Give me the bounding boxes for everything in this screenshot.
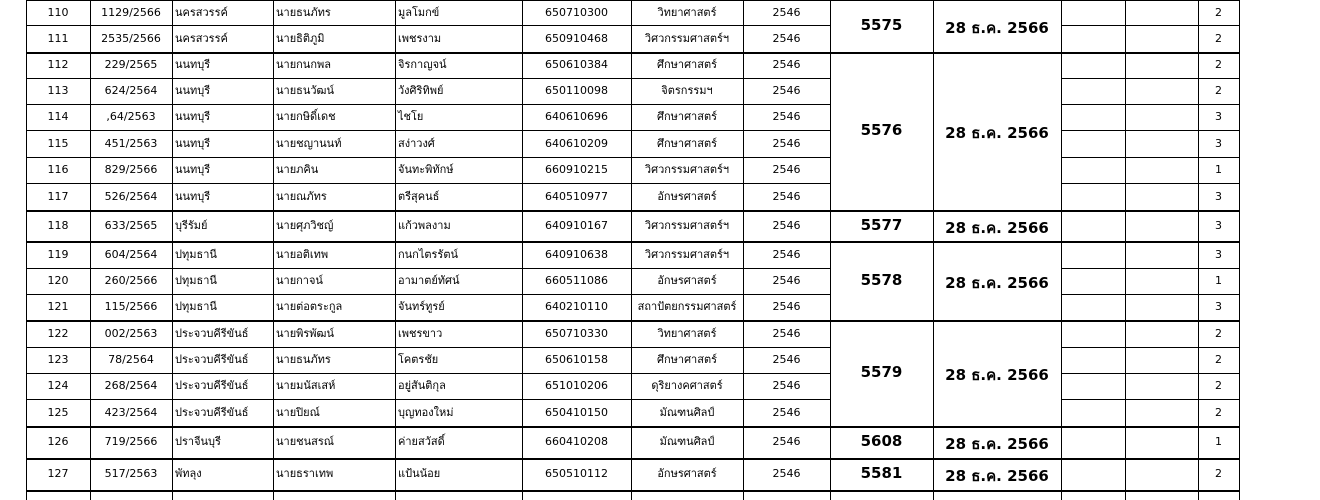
order-date: 28 ธ.ค. 2566	[945, 19, 1049, 37]
cell-last: บุญทองใหม่	[398, 405, 454, 419]
cell-first: นายชนสรณ์	[276, 435, 334, 448]
cell-year: 2546	[772, 84, 801, 97]
cell-last: มูลโมกข์	[398, 5, 440, 19]
cell-year: 2546	[772, 247, 801, 261]
cell-last: แป้นน้อย	[398, 467, 441, 480]
cell-last: จันทร์ทูรย์	[398, 300, 445, 313]
cell-last: อยู่สันติกุล	[398, 379, 446, 392]
cell-count: 3	[1215, 189, 1222, 203]
cell-case: ,64/2563	[106, 110, 156, 123]
cell-last: ตรีสุคนธ์	[398, 189, 440, 203]
cell-count: 2	[1215, 58, 1222, 71]
cell-sid: 650110098	[545, 84, 608, 97]
cell-faculty: วิศวกรรมศาสตร์ฯ	[644, 163, 730, 176]
cell-last: กนกไตรรัตน์	[398, 247, 458, 261]
cell-count: 3	[1215, 136, 1222, 150]
cell-faculty: อักษรศาสตร์	[657, 274, 717, 287]
cell-last: อามาตย์ทัศน์	[398, 274, 460, 287]
cell-year: 2546	[772, 274, 801, 287]
column-divider	[1061, 0, 1062, 500]
cell-last: ค่ายสวัสดิ์	[398, 435, 445, 448]
cell-province: นนทบุรี	[175, 84, 211, 97]
cell-province: นนทบุรี	[175, 110, 211, 123]
cell-no: 127	[47, 467, 69, 480]
cell-count: 2	[1215, 31, 1222, 45]
cell-count: 3	[1215, 300, 1222, 313]
cell-sid: 640610209	[545, 136, 608, 150]
order-date: 28 ธ.ค. 2566	[945, 273, 1049, 292]
cell-faculty: วิทยาศาสตร์	[657, 326, 717, 340]
column-divider	[1239, 0, 1240, 500]
cell-faculty: ศึกษาศาสตร์	[657, 110, 717, 123]
cell-faculty: อักษรศาสตร์	[657, 467, 717, 480]
order-date: 28 ธ.ค. 2566	[945, 467, 1049, 485]
cell-no: 121	[47, 300, 69, 313]
row-divider	[26, 426, 1239, 428]
cell-case: 604/2564	[104, 247, 158, 261]
cell-year: 2546	[772, 189, 801, 203]
order-number: 5578	[860, 270, 903, 289]
row-divider	[1061, 25, 1239, 26]
cell-last: ไชโย	[398, 110, 424, 123]
cell-first: นายธนภัทร	[276, 5, 331, 19]
row-divider	[26, 399, 830, 400]
cell-sid: 640210110	[545, 300, 608, 313]
cell-sid: 650710300	[545, 5, 608, 19]
cell-first: นายธิติภูมิ	[276, 31, 325, 45]
cell-last: วังศิริทิพย์	[398, 84, 444, 97]
cell-faculty: จิตรกรรมฯ	[661, 84, 713, 97]
cell-first: นายต่อตระกูล	[276, 300, 343, 313]
cell-last: จันทะพิทักษ์	[398, 163, 454, 176]
column-divider	[933, 0, 934, 500]
cell-province: ปทุมธานี	[175, 300, 217, 313]
cell-faculty: วิศวกรรมศาสตร์ฯ	[644, 247, 730, 261]
cell-sid: 650610384	[545, 58, 608, 71]
cell-case: 633/2565	[104, 218, 158, 232]
row-divider	[1061, 294, 1239, 295]
cell-year: 2546	[772, 31, 801, 45]
row-divider	[26, 25, 830, 26]
order-date: 28 ธ.ค. 2566	[945, 218, 1049, 237]
cell-first: นายภคิน	[276, 163, 319, 176]
cell-case: 517/2563	[104, 467, 158, 480]
cell-case: 115/2566	[104, 300, 158, 313]
cell-year: 2546	[772, 435, 801, 448]
cell-year: 2546	[772, 405, 801, 419]
cell-province: นครสวรรค์	[175, 5, 228, 19]
row-divider	[26, 268, 830, 269]
cell-sid: 650510112	[545, 467, 608, 480]
order-number: 5575	[860, 16, 903, 34]
cell-case: 78/2564	[108, 353, 154, 366]
cell-first: นายพิรพัฒน์	[276, 326, 335, 340]
cell-province: ปราจีนบุรี	[175, 435, 221, 448]
cell-case: 002/2563	[104, 326, 158, 340]
cell-year: 2546	[772, 218, 801, 232]
cell-case: 423/2564	[104, 405, 158, 419]
cell-faculty: สถาปัตยกรรมศาสตร์	[637, 300, 737, 313]
cell-first: นายธนวัฒน์	[276, 84, 335, 97]
cell-first: นายธราเทพ	[276, 467, 334, 480]
cell-first: นายปิยณ์	[276, 405, 320, 419]
cell-no: 122	[47, 326, 69, 340]
cell-year: 2546	[772, 110, 801, 123]
cell-province: นนทบุรี	[175, 136, 211, 150]
row-divider	[26, 294, 830, 295]
row-divider	[26, 490, 1239, 492]
row-divider	[26, 241, 1239, 243]
cell-sid: 660910215	[545, 163, 608, 176]
cell-first: นายธนภัทร	[276, 353, 331, 366]
cell-count: 2	[1215, 326, 1222, 340]
cell-case: 2535/2566	[101, 31, 161, 45]
cell-year: 2546	[772, 353, 801, 366]
cell-case: 268/2564	[104, 379, 158, 392]
cell-province: นนทบุรี	[175, 163, 211, 176]
order-number: 5577	[860, 215, 903, 234]
row-divider	[26, 0, 1239, 1]
cell-count: 2	[1215, 84, 1222, 97]
cell-first: นายณภัทร	[276, 189, 327, 203]
row-divider	[1061, 157, 1239, 158]
cell-no: 110	[47, 5, 69, 19]
cell-sid: 640910167	[545, 218, 608, 232]
cell-year: 2546	[772, 5, 801, 19]
cell-no: 115	[47, 136, 69, 150]
cell-faculty: อักษรศาสตร์	[657, 189, 717, 203]
cell-case: 829/2566	[104, 163, 158, 176]
cell-year: 2546	[772, 163, 801, 176]
cell-no: 119	[47, 247, 69, 261]
cell-province: ปทุมธานี	[175, 274, 217, 287]
cell-province: นครสวรรค์	[175, 31, 228, 45]
cell-sid: 650610158	[545, 353, 608, 366]
cell-count: 3	[1215, 247, 1222, 261]
cell-province: นนทบุรี	[175, 58, 211, 71]
cell-province: พัทลุง	[175, 467, 202, 480]
cell-year: 2546	[772, 467, 801, 480]
cell-faculty: วิศวกรรมศาสตร์ฯ	[644, 218, 730, 232]
row-divider	[26, 78, 830, 79]
row-divider	[26, 347, 830, 348]
column-divider	[273, 0, 274, 500]
order-date: 28 ธ.ค. 2566	[945, 124, 1049, 142]
cell-last: เพชรงาม	[398, 31, 442, 45]
row-divider	[26, 210, 1239, 212]
cell-province: บุรีรัมย์	[175, 218, 208, 232]
cell-first: นายชญานนท์	[276, 136, 342, 150]
cell-year: 2546	[772, 136, 801, 150]
cell-last: โคตรชัย	[398, 353, 439, 366]
cell-first: นายกาจน์	[276, 274, 323, 287]
row-divider	[26, 104, 830, 105]
order-number: 5608	[860, 432, 903, 450]
row-divider	[1061, 268, 1239, 269]
cell-province: ประจวบคีรีขันธ์	[175, 326, 249, 340]
cell-count: 2	[1215, 353, 1222, 366]
cell-no: 113	[47, 84, 69, 97]
row-divider	[26, 373, 830, 374]
column-divider	[395, 0, 396, 500]
cell-first: นายอติเทพ	[276, 247, 329, 261]
cell-no: 116	[47, 163, 69, 176]
cell-sid: 650710330	[545, 326, 608, 340]
cell-first: นายศุภวิชญ์	[276, 218, 334, 232]
cell-province: ปทุมธานี	[175, 247, 217, 261]
cell-no: 112	[47, 58, 69, 71]
row-divider	[1061, 183, 1239, 184]
cell-first: นายกษิดิ์เดช	[276, 110, 336, 123]
cell-province: ประจวบคีรีขันธ์	[175, 405, 249, 419]
cell-faculty: มัณฑนศิลป์	[659, 405, 715, 419]
cell-sid: 660410208	[545, 435, 608, 448]
cell-last: เพชรขาว	[398, 326, 443, 340]
cell-sid: 640510977	[545, 189, 608, 203]
cell-last: จิรกาญจน์	[398, 58, 447, 71]
cell-no: 125	[47, 405, 69, 419]
row-divider	[1061, 130, 1239, 131]
row-divider	[26, 157, 830, 158]
cell-year: 2546	[772, 300, 801, 313]
column-divider	[1125, 0, 1126, 500]
cell-case: 719/2566	[104, 435, 158, 448]
row-divider	[1061, 104, 1239, 105]
cell-year: 2546	[772, 326, 801, 340]
row-divider	[1061, 399, 1239, 400]
cell-sid: 660511086	[545, 274, 608, 287]
cell-faculty: ศึกษาศาสตร์	[657, 136, 717, 150]
cell-sid: 650410150	[545, 405, 608, 419]
cell-no: 123	[47, 353, 69, 366]
row-divider	[26, 183, 830, 184]
order-date: 28 ธ.ค. 2566	[945, 366, 1049, 384]
cell-count: 1	[1215, 435, 1222, 448]
order-date: 28 ธ.ค. 2566	[945, 435, 1049, 453]
cell-no: 111	[47, 31, 69, 45]
cell-case: 260/2566	[104, 274, 158, 287]
row-divider	[26, 130, 830, 131]
order-number: 5581	[860, 464, 903, 482]
cell-count: 2	[1215, 5, 1222, 19]
cell-sid: 650910468	[545, 31, 608, 45]
cell-province: นนทบุรี	[175, 189, 211, 203]
row-divider	[1061, 373, 1239, 374]
cell-faculty: วิทยาศาสตร์	[657, 5, 717, 19]
row-divider	[26, 52, 1239, 54]
cell-no: 124	[47, 379, 69, 392]
cell-case: 624/2564	[104, 84, 158, 97]
cell-count: 2	[1215, 405, 1222, 419]
cell-count: 2	[1215, 379, 1222, 392]
cell-count: 2	[1215, 467, 1222, 480]
cell-province: ประจวบคีรีขันธ์	[175, 379, 249, 392]
cell-sid: 640610696	[545, 110, 608, 123]
cell-year: 2546	[772, 379, 801, 392]
column-divider	[172, 0, 173, 500]
cell-first: นายมนัสเสห์	[276, 379, 336, 392]
cell-no: 114	[47, 110, 69, 123]
column-divider	[830, 0, 831, 500]
cell-count: 1	[1215, 163, 1222, 176]
cell-last: สง่าวงศ์	[398, 136, 435, 150]
cell-first: นายกนกพล	[276, 58, 331, 71]
cell-count: 3	[1215, 110, 1222, 123]
cell-faculty: มัณฑนศิลป์	[659, 435, 715, 448]
cell-count: 1	[1215, 274, 1222, 287]
cell-no: 126	[47, 435, 69, 448]
cell-no: 118	[47, 218, 69, 232]
cell-province: ประจวบคีรีขันธ์	[175, 353, 249, 366]
cell-case: 1129/2566	[101, 5, 161, 19]
row-divider	[1061, 78, 1239, 79]
row-divider	[26, 458, 1239, 460]
cell-sid: 651010206	[545, 379, 608, 392]
cell-faculty: ศึกษาศาสตร์	[657, 58, 717, 71]
cell-no: 117	[47, 189, 69, 203]
cell-faculty: วิศวกรรมศาสตร์ฯ	[644, 31, 730, 45]
cell-count: 3	[1215, 218, 1222, 232]
cell-sid: 640910638	[545, 247, 608, 261]
cell-case: 451/2563	[104, 136, 158, 150]
cell-no: 120	[47, 274, 69, 287]
row-divider	[26, 320, 1239, 322]
cell-case: 229/2565	[104, 58, 158, 71]
row-divider	[1061, 347, 1239, 348]
cell-year: 2546	[772, 58, 801, 71]
order-number: 5576	[860, 121, 903, 139]
order-number: 5579	[860, 363, 903, 381]
cell-case: 526/2564	[104, 189, 158, 203]
cell-last: แก้วพลงาม	[398, 218, 451, 232]
cell-faculty: ศึกษาศาสตร์	[657, 353, 717, 366]
cell-faculty: ดุริยางคศาสตร์	[651, 379, 723, 392]
